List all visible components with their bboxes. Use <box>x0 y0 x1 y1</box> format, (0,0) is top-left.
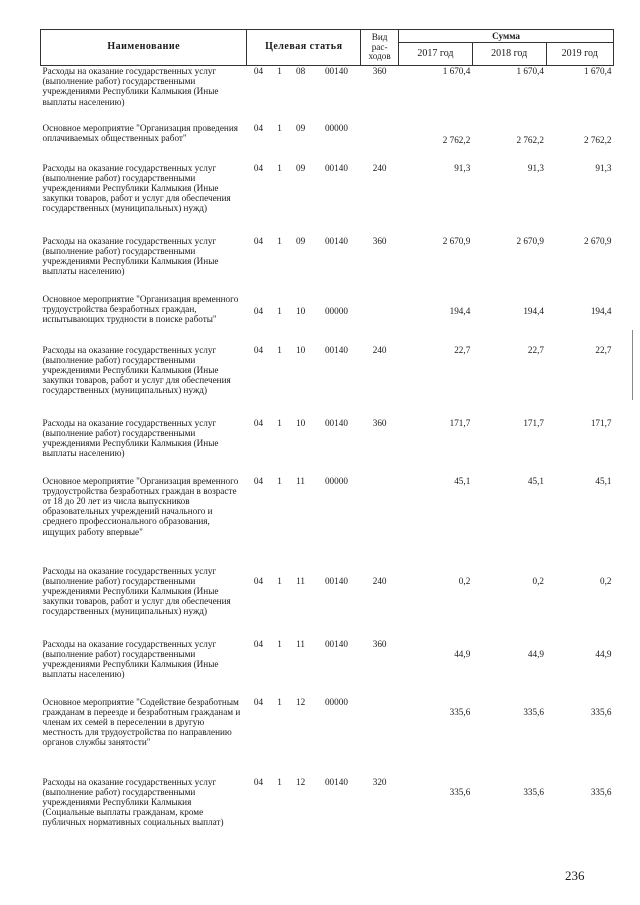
row-expense-type: 240 <box>372 162 387 173</box>
row-name: Расходы на оказание государственных услуг (выполнение работ) государственными учреждениями Республики Калмыкия (Иные выплаты населению) <box>42 638 219 680</box>
row-code-d: 00140 <box>324 417 348 428</box>
row-sum-2017: 0,2 <box>458 575 471 586</box>
row-sum-2019: 45,1 <box>595 475 612 486</box>
table-row <box>41 163 614 236</box>
row-sum-2017: 335,6 <box>449 786 471 797</box>
row-sum-2018: 2 670,9 <box>516 235 544 246</box>
row-expense-type: 360 <box>372 235 387 246</box>
row-sum-2017: 335,6 <box>449 706 471 717</box>
row-code-d: 00140 <box>324 66 348 76</box>
row-sum-2017: 22,7 <box>454 344 471 355</box>
column-header-year-2018: 2018 год <box>472 43 546 66</box>
row-sum-2019: 194,4 <box>590 305 612 316</box>
table-row <box>41 66 614 123</box>
row-expense-type: 240 <box>372 344 387 355</box>
row-name: Расходы на оказание государственных услуг (выполнение работ) государственными учреждениями Республики Калмыкия (Иные закупки товаров, работ и услуг для обеспечения государственных (муниципальных) нужд) <box>42 344 231 396</box>
row-code-b: 1 <box>277 162 282 173</box>
row-sum-2018: 0,2 <box>532 575 544 586</box>
row-code-c: 10 <box>296 344 306 355</box>
table-row <box>41 345 614 418</box>
row-code-b: 1 <box>277 417 282 428</box>
row-code-c: 10 <box>296 417 306 428</box>
table-row <box>41 236 614 294</box>
row-name: Расходы на оказание государственных услуг (выполнение работ) государственными учреждениями Республики Калмыкия (Иные закупки товаров, работ и услуг для обеспечения государственных (муниципальных) нужд) <box>42 565 231 617</box>
column-header-expense-type <box>361 30 399 66</box>
row-code-a: 04 <box>253 417 264 428</box>
row-code-c: 12 <box>296 776 306 787</box>
row-name: Расходы на оказание государственных услуг (выполнение работ) государственными учреждениями Республики Калмыкия (Иные выплаты населению) <box>42 235 219 277</box>
row-code-d: 00000 <box>324 475 348 486</box>
budget-table <box>40 29 614 855</box>
table-body <box>41 66 614 855</box>
row-expense-type: 360 <box>372 638 387 649</box>
table-row <box>41 294 614 345</box>
row-code-c: 11 <box>296 638 306 649</box>
row-name: Основное мероприятие "Организация временного трудоустройства безработных граждан, испытывающих трудности в поиске работы" <box>42 293 239 324</box>
table-row <box>41 566 614 639</box>
row-code-a: 04 <box>253 122 264 133</box>
row-sum-2017: 91,3 <box>454 162 471 173</box>
row-sum-2019: 1 670,4 <box>583 66 612 76</box>
page-number: 236 <box>565 868 585 883</box>
row-code-b: 1 <box>277 305 282 316</box>
column-header-year-2019: 2019 год <box>546 43 614 66</box>
row-sum-2018: 91,3 <box>527 162 544 173</box>
row-code-a: 04 <box>253 162 264 173</box>
row-name: Расходы на оказание государственных услуг (выполнение работ) государственными учреждениями Республики Калмыкия (Иные закупки товаров, работ и услуг для обеспечения государственных (муниципальных) нужд) <box>42 162 231 214</box>
row-code-a: 04 <box>253 66 264 76</box>
row-sum-2019: 91,3 <box>595 162 612 173</box>
row-sum-2018: 171,7 <box>523 417 544 428</box>
row-name: Основное мероприятие "Организация проведения оплачиваемых общественных работ" <box>42 122 238 143</box>
row-code-a: 04 <box>253 776 264 787</box>
row-code-d: 00140 <box>324 575 348 586</box>
row-code-b: 1 <box>277 66 282 76</box>
row-expense-type: 360 <box>372 66 387 76</box>
row-sum-2019: 44,9 <box>595 648 612 659</box>
row-code-b: 1 <box>277 776 282 787</box>
row-sum-2018: 335,6 <box>523 786 544 797</box>
row-sum-2018: 1 670,4 <box>516 66 544 76</box>
row-code-c: 10 <box>296 305 306 316</box>
row-code-d: 00140 <box>324 638 348 649</box>
row-expense-type <box>361 294 399 345</box>
row-code-d: 00140 <box>324 344 348 355</box>
row-sum-2018: 22,7 <box>527 344 544 355</box>
column-header-target-article: Целевая статья <box>247 30 361 66</box>
row-sum-2018: 194,4 <box>523 305 544 316</box>
row-code-c: 12 <box>296 696 306 707</box>
row-name: Расходы на оказание государственных услуг (выполнение работ) государственными учреждениями Республики Калмыкия (Иные выплаты населению) <box>42 417 219 459</box>
row-sum-2017: 45,1 <box>454 475 471 486</box>
row-sum-2018: 45,1 <box>527 475 544 486</box>
row-code-a: 04 <box>253 475 264 486</box>
expense-type-line3: ходов <box>368 51 391 62</box>
row-code-b: 1 <box>277 235 282 246</box>
row-code-a: 04 <box>253 235 264 246</box>
row-code-d: 00000 <box>324 696 348 707</box>
row-sum-2017: 2 762,2 <box>442 134 471 145</box>
table-row <box>41 123 614 163</box>
column-header-sum: Сумма <box>399 30 614 43</box>
row-expense-type: 320 <box>372 776 387 787</box>
column-header-name: Наименование <box>41 30 247 66</box>
row-code-a: 04 <box>253 575 264 586</box>
row-sum-2017: 171,7 <box>449 417 471 428</box>
row-code-d: 00000 <box>324 122 348 133</box>
row-sum-2019: 2 670,9 <box>583 235 612 246</box>
row-code-d: 00000 <box>324 305 348 316</box>
row-expense-type: 360 <box>372 417 387 428</box>
row-expense-type: 240 <box>372 575 387 586</box>
table-row <box>41 639 614 697</box>
row-code-c: 09 <box>296 122 306 133</box>
row-code-c: 09 <box>296 162 306 173</box>
row-code-b: 1 <box>277 696 282 707</box>
row-code-c: 09 <box>296 235 306 246</box>
row-code-a: 04 <box>253 305 264 316</box>
row-code-b: 1 <box>277 575 282 586</box>
row-sum-2019: 335,6 <box>590 786 612 797</box>
row-code-b: 1 <box>277 638 282 649</box>
row-sum-2018: 335,6 <box>523 706 544 717</box>
row-expense-type <box>361 476 399 566</box>
row-code-c: 08 <box>296 66 306 76</box>
row-code-c: 11 <box>296 475 306 486</box>
row-sum-2019: 335,6 <box>590 706 612 717</box>
table-row <box>41 777 614 855</box>
row-name: Основное мероприятие "Содействие безработным гражданам в переезде и безработным гражданам и членам их семей в переселении в другую местность для трудоустройства по направлению органов службы занятости" <box>42 696 241 748</box>
row-code-b: 1 <box>277 344 282 355</box>
row-code-a: 04 <box>253 638 264 649</box>
table-header <box>41 30 614 66</box>
row-code-d: 00140 <box>324 162 348 173</box>
row-code-a: 04 <box>253 696 264 707</box>
row-code-b: 1 <box>277 122 282 133</box>
row-sum-2019: 22,7 <box>595 344 612 355</box>
row-expense-type <box>361 123 399 163</box>
column-header-year-2017: 2017 год <box>399 43 473 66</box>
row-code-b: 1 <box>277 475 282 486</box>
row-sum-2019: 0,2 <box>600 575 612 586</box>
row-expense-type <box>361 697 399 777</box>
row-code-d: 00140 <box>324 235 348 246</box>
row-sum-2019: 2 762,2 <box>583 134 612 145</box>
row-code-a: 04 <box>253 344 264 355</box>
row-name: Расходы на оказание государственных услуг (выполнение работ) государственными учреждениями Республики Калмыкия (Иные выплаты населению) <box>42 66 219 107</box>
row-sum-2019: 171,7 <box>590 417 612 428</box>
table-row <box>41 476 614 566</box>
row-name: Основное мероприятие "Организация временного трудоустройства безработных граждан в возрасте от 18 до 20 лет из числа выпускников образовательных учреждений начального и среднего профессионального образования, ищущих работу впервые" <box>42 475 239 537</box>
row-sum-2017: 44,9 <box>454 648 471 659</box>
row-name: Расходы на оказание государственных услуг (выполнение работ) государственными учреждениями Республики Калмыкия (Социальные выплаты гражданам, кроме публичных нормативных социальных выплат) <box>42 776 224 828</box>
expense-type-line2: рас- <box>371 41 388 52</box>
scan-edge-line <box>632 330 633 400</box>
row-sum-2017: 194,4 <box>449 305 471 316</box>
expense-type-line1: Вид <box>371 32 388 43</box>
table-row <box>41 697 614 777</box>
row-code-c: 11 <box>296 575 306 586</box>
row-sum-2018: 44,9 <box>527 648 544 659</box>
table-row <box>41 418 614 476</box>
row-sum-2017: 1 670,4 <box>442 66 471 76</box>
row-sum-2017: 2 670,9 <box>442 235 471 246</box>
row-sum-2018: 2 762,2 <box>516 134 544 145</box>
row-code-d: 00140 <box>324 776 348 787</box>
